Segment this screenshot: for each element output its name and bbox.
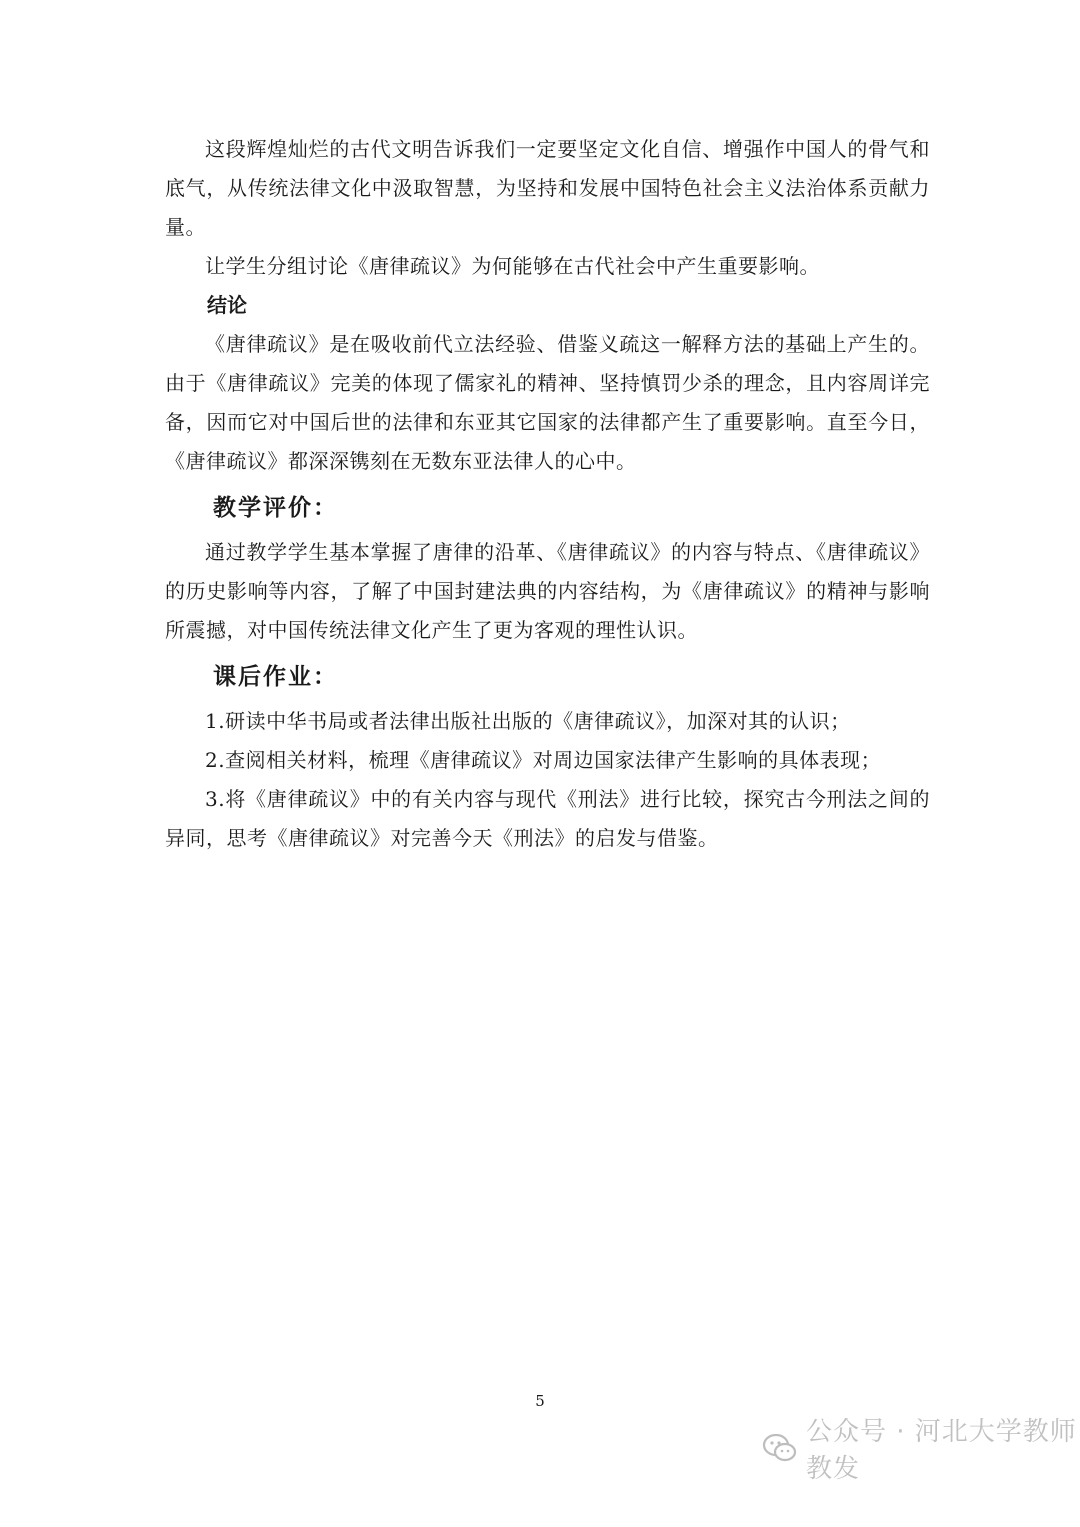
wechat-icon [760, 1428, 800, 1468]
homework-item-3: 3.将《唐律疏议》中的有关内容与现代《刑法》进行比较，探究古今刑法之间的异同，思考《唐律疏议》对完善今天《刑法》的启发与借鉴。 [165, 787, 930, 850]
watermark-text: 公众号 · 河北大学教师教发 [806, 1417, 1077, 1484]
watermark [760, 1417, 1080, 1484]
evaluation-paragraph: 通过教学学生基本掌握了唐律的沿革、《唐律疏议》的内容与特点、《唐律疏议》的历史影响等内容，了解了中国封建法典的内容结构，为《唐律疏议》的精神与影响所震撼，对中国传统法律文化产生了更为客观的理性认识。 [165, 540, 930, 642]
conclusion-paragraph: 《唐律疏议》是在吸收前代立法经验、借鉴义疏这一解释方法的基础上产生的。由于《唐律疏议》完美的体现了儒家礼的精神、坚持慎罚少杀的理念，且内容周详完备，因而它对中国后世的法律和东亚其它国家的法律都产生了重要影响。直至今日，《唐律疏议》都深深镌刻在无数东亚法律人的心中。 [165, 332, 930, 473]
discussion-paragraph: 让学生分组讨论《唐律疏议》为何能够在古代社会中产生重要影响。 [205, 254, 820, 278]
page-number: 5 [535, 1392, 545, 1410]
conclusion-label: 结论 [207, 293, 247, 317]
document-content [165, 130, 930, 858]
homework-item-2: 2.查阅相关材料，梳理《唐律疏议》对周边国家法律产生影响的具体表现； [205, 748, 882, 772]
evaluation-heading: 教学评价： [213, 495, 338, 521]
intro-paragraph: 这段辉煌灿烂的古代文明告诉我们一定要坚定文化自信、增强作中国人的骨气和底气，从传统法律文化中汲取智慧，为坚持和发展中国特色社会主义法治体系贡献力量。 [165, 137, 930, 239]
homework-heading: 课后作业： [213, 664, 338, 690]
homework-item-1: 1.研读中华书局或者法律出版社出版的《唐律疏议》，加深对其的认识； [205, 709, 851, 733]
